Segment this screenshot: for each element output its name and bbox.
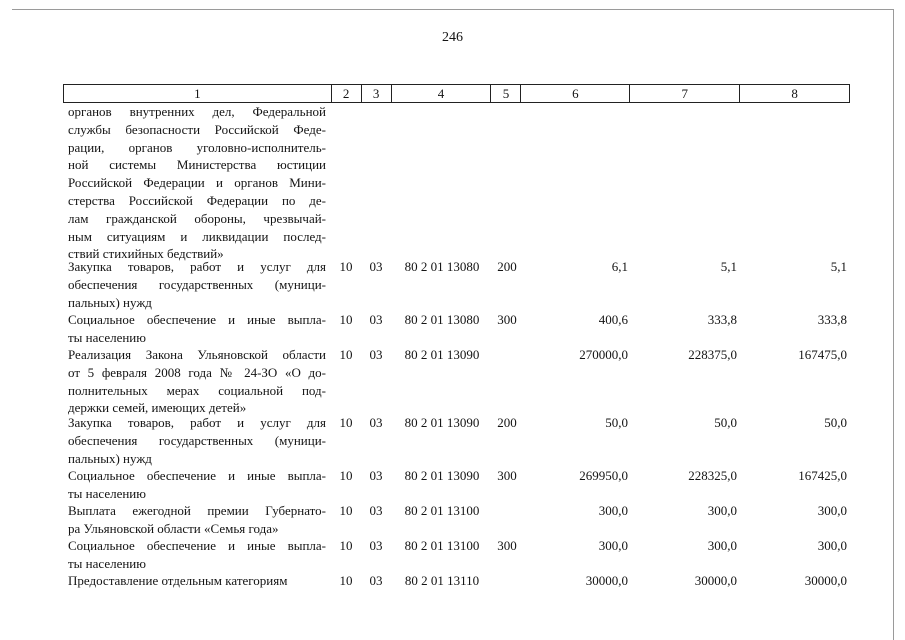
target-article-code: 80 2 01 13080 xyxy=(404,312,480,327)
scan-border-right xyxy=(893,9,894,640)
amount-col-6: 400,6 xyxy=(598,312,628,327)
target-article-code: 80 2 01 13110 xyxy=(404,573,480,588)
section-code: 10 xyxy=(339,503,353,518)
scan-border-top xyxy=(12,9,894,10)
amount-col-6: 270000,0 xyxy=(579,347,628,362)
amount-col-7: 5,1 xyxy=(720,259,737,274)
expense-type-code: 200 xyxy=(497,259,517,274)
header-col-2: 2 xyxy=(332,85,362,102)
description-line: Предоставление отдельным категориям xyxy=(68,573,288,588)
row-description xyxy=(68,572,326,590)
description-line: ты населению xyxy=(68,485,146,501)
header-col-5: 5 xyxy=(491,85,521,102)
target-article-code: 80 2 01 13090 xyxy=(404,468,480,483)
amount-col-6: 300,0 xyxy=(598,503,628,518)
description-line: ра Ульяновской области «Семья года» xyxy=(68,520,279,536)
description-line: обеспечения государственных (муници- xyxy=(68,276,326,292)
row-description xyxy=(68,537,326,573)
subsection-code: 03 xyxy=(369,503,383,518)
subsection-code: 03 xyxy=(369,312,383,327)
section-code: 10 xyxy=(339,573,353,588)
description-line: пальных) нужд xyxy=(68,294,152,310)
subsection-code: 03 xyxy=(369,573,383,588)
amount-col-7: 50,0 xyxy=(714,415,737,430)
target-article-code: 80 2 01 13080 xyxy=(404,259,480,274)
description-line: службы безопасности Российской Феде- xyxy=(68,121,326,137)
description-line: ной системы Министерства юстиции xyxy=(68,157,326,173)
section-code: 10 xyxy=(339,312,353,327)
description-line: ным ситуациям и ликвидации послед- xyxy=(68,228,326,244)
description-line: полнительных мерах социальной под- xyxy=(68,382,326,398)
subsection-code: 03 xyxy=(369,415,383,430)
description-line: ты населению xyxy=(68,329,146,345)
header-col-7: 7 xyxy=(630,85,740,102)
amount-col-8: 167475,0 xyxy=(798,347,847,362)
expense-type-code: 300 xyxy=(497,468,517,483)
description-line: рации, органов уголовно-исполнитель- xyxy=(68,139,326,155)
row-description xyxy=(68,502,326,538)
section-code: 10 xyxy=(339,347,353,362)
description-line: органов внутренних дел, Федеральной xyxy=(68,104,326,119)
expense-type-code: 300 xyxy=(497,312,517,327)
description-line: Российской Федерации и органов Мини- xyxy=(68,175,326,191)
row-description xyxy=(68,414,326,467)
row-description xyxy=(68,258,326,311)
amount-col-8: 50,0 xyxy=(824,415,847,430)
target-article-code: 80 2 01 13090 xyxy=(404,415,480,430)
subsection-code: 03 xyxy=(369,538,383,553)
amount-col-6: 6,1 xyxy=(611,259,628,274)
description-line: пальных) нужд xyxy=(68,450,152,466)
description-line: лам гражданской обороны, чрезвычай- xyxy=(68,210,326,226)
amount-col-8: 167425,0 xyxy=(798,468,847,483)
amount-col-8: 300,0 xyxy=(817,503,847,518)
description-line: обеспечения государственных (муници- xyxy=(68,432,326,448)
amount-col-7: 300,0 xyxy=(707,503,737,518)
amount-col-8: 5,1 xyxy=(830,259,847,274)
amount-col-7: 333,8 xyxy=(707,312,737,327)
target-article-code: 80 2 01 13100 xyxy=(404,538,480,553)
description-line: Социальное обеспечение и иные выпла- xyxy=(68,312,326,327)
row-description xyxy=(68,346,326,417)
amount-col-7: 30000,0 xyxy=(694,573,737,588)
amount-col-8: 30000,0 xyxy=(804,573,847,588)
amount-col-8: 300,0 xyxy=(817,538,847,553)
description-line: от 5 февраля 2008 года № 24-ЗО «О до- xyxy=(68,364,326,380)
amount-col-6: 269950,0 xyxy=(579,468,628,483)
section-code: 10 xyxy=(339,415,353,430)
description-line: Закупка товаров, работ и услуг для xyxy=(68,415,326,430)
amount-col-7: 228325,0 xyxy=(688,468,737,483)
amount-col-6: 300,0 xyxy=(598,538,628,553)
description-line: держки семей, имеющих детей» xyxy=(68,400,247,416)
header-col-8: 8 xyxy=(791,86,798,101)
section-code: 10 xyxy=(339,259,353,274)
description-line: ствий стихийных бедствий» xyxy=(68,246,224,262)
expense-type-code: 200 xyxy=(497,415,517,430)
amount-col-6: 50,0 xyxy=(605,415,628,430)
description-line: Социальное обеспечение и иные выпла- xyxy=(68,468,326,483)
description-line: Реализация Закона Ульяновской области xyxy=(68,347,326,362)
section-code: 10 xyxy=(339,538,353,553)
section-code: 10 xyxy=(339,468,353,483)
description-line: Закупка товаров, работ и услуг для xyxy=(68,259,326,274)
amount-col-7: 228375,0 xyxy=(688,347,737,362)
target-article-code: 80 2 01 13090 xyxy=(404,347,480,362)
description-line: Социальное обеспечение и иные выпла- xyxy=(68,538,326,553)
amount-col-6: 30000,0 xyxy=(585,573,628,588)
amount-col-8: 333,8 xyxy=(817,312,847,327)
subsection-code: 03 xyxy=(369,259,383,274)
expense-type-code: 300 xyxy=(497,538,517,553)
row-description xyxy=(68,103,326,263)
table-header xyxy=(63,84,850,103)
amount-col-7: 300,0 xyxy=(707,538,737,553)
row-description xyxy=(68,467,326,503)
description-line: стерства Российской Федерации по де- xyxy=(68,192,326,208)
header-col-4: 4 xyxy=(392,85,492,102)
header-col-3: 3 xyxy=(362,85,392,102)
description-line: Выплата ежегодной премии Губернато- xyxy=(68,503,326,518)
target-article-code: 80 2 01 13100 xyxy=(404,503,480,518)
header-col-1: 1 xyxy=(64,85,332,102)
page-number: 246 xyxy=(442,30,463,45)
description-line: ты населению xyxy=(68,555,146,571)
row-description xyxy=(68,311,326,347)
subsection-code: 03 xyxy=(369,347,383,362)
header-col-6: 6 xyxy=(521,85,630,102)
subsection-code: 03 xyxy=(369,468,383,483)
